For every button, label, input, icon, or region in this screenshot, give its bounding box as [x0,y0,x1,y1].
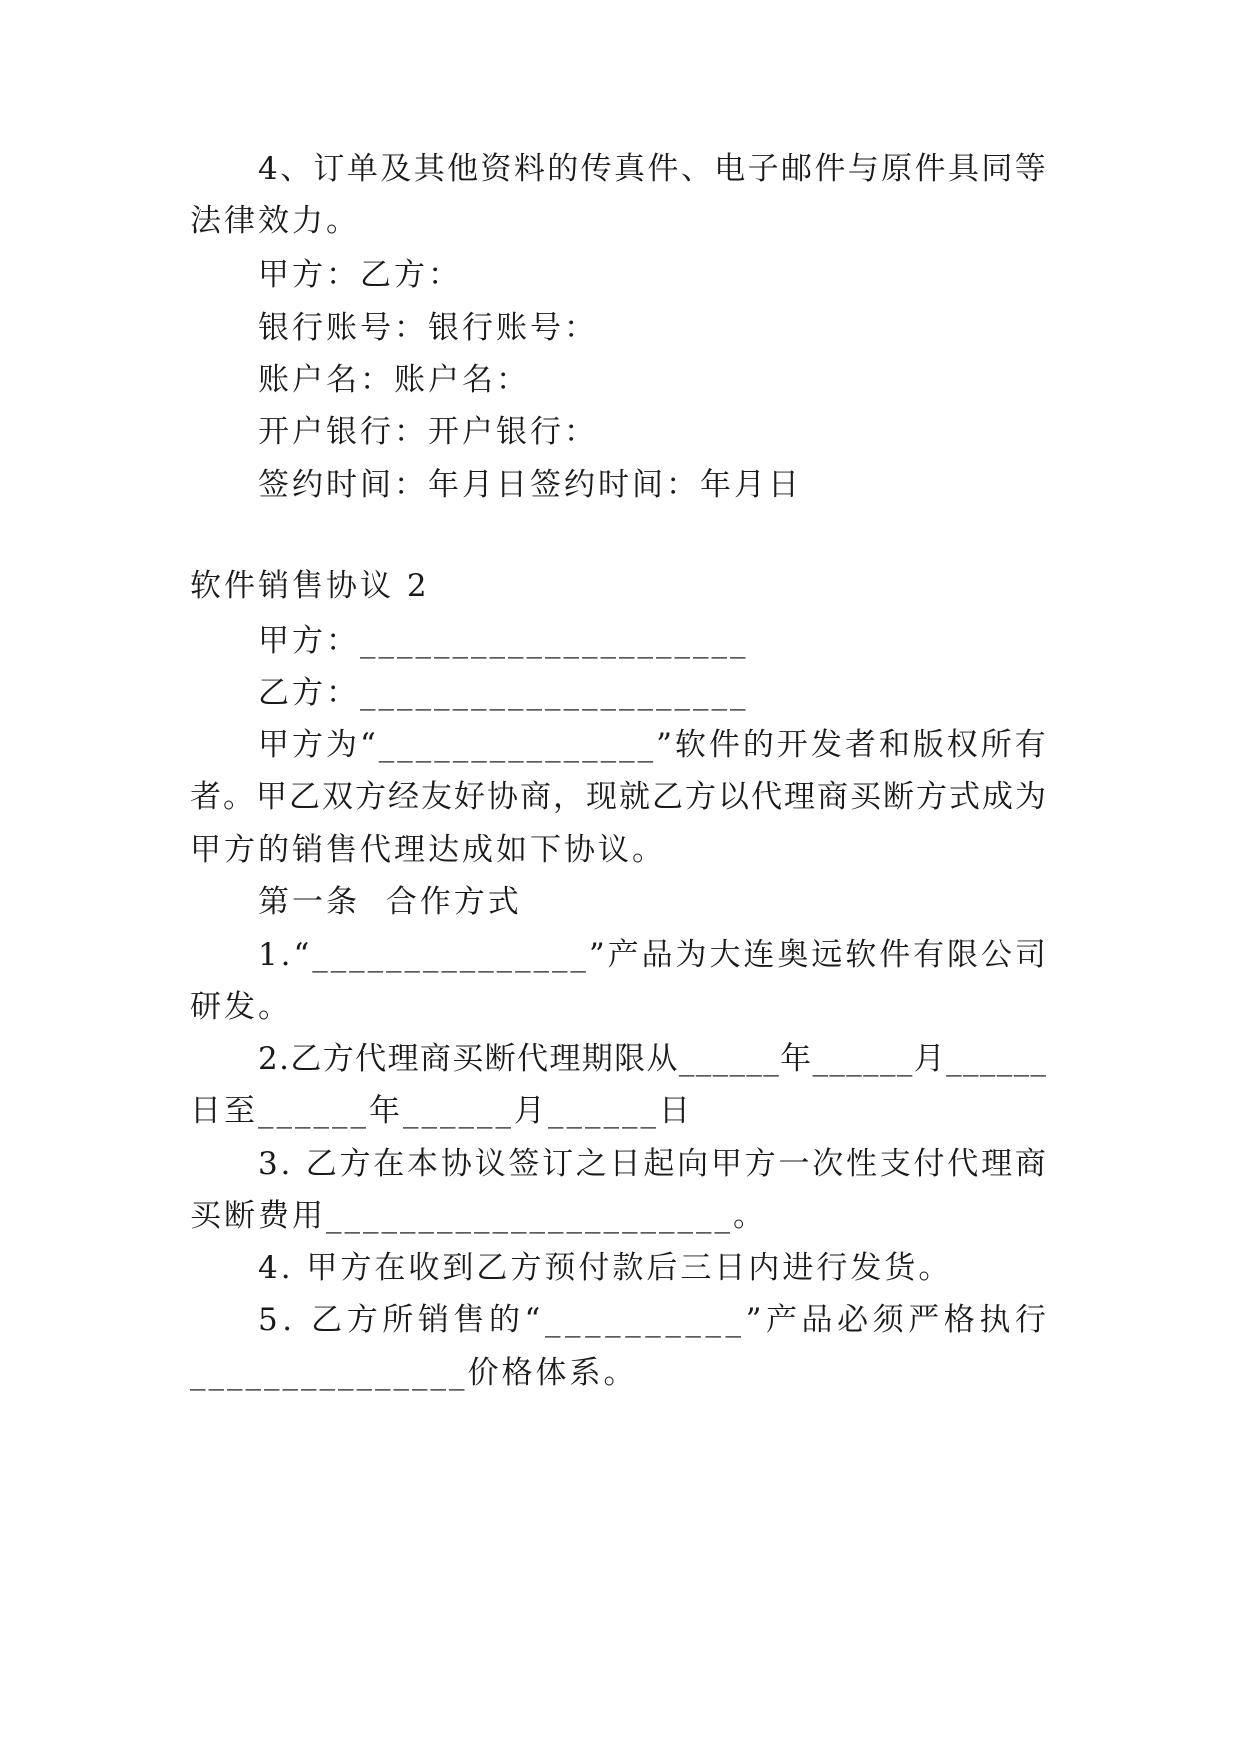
paragraph-line: 4. 甲方在收到乙方预付款后三日内进行发货。 [258,1250,953,1286]
signature-bank-account-line: 银行账号：银行账号： [258,310,598,346]
paragraph-line: 2 . 乙 方 代 理 商 买 断 代 理 期 限 从 _ _ _ _ _ _ 年 _ _ _ _ _ _ 月 _ _ _ _ _ _ [258,1041,1046,1077]
paragraph-line: 甲方的销售代理达成如下协议。 [190,832,666,868]
section-title: 软件销售协议 2 [190,568,430,604]
paragraph-line: 日至______年______月______日 [190,1093,693,1129]
paragraph-line: 5 . 乙 方 所 销 售 的 “ _ _ _ _ _ _ _ _ _ _ ” 产 品 必 须 严 格 执 行 [258,1302,1046,1338]
paragraph-line: 法律效力。 [190,203,360,239]
signature-date-line: 签约时间：年月日签约时间：年月日 [258,467,802,503]
paragraph-line: 3 . 乙 方 在 本 协 议 签 订 之 日 起 向 甲 方 一 次 性 支 付 代 理 商 [258,1146,1046,1182]
party-b-line: 乙方：_____________________ [258,675,749,711]
signature-party-line: 甲方：乙方： [258,257,462,293]
party-a-line: 甲方：_____________________ [258,623,749,659]
paragraph-line: 研发。 [190,989,292,1025]
signature-account-name-line: 账户名：账户名： [258,362,530,398]
paragraph-line: 1 . “ _ _ _ _ _ _ _ _ _ _ _ _ _ _ _ ” 产 品 为 大 连 奥 远 软 件 有 限 公 司 [258,937,1046,973]
paragraph-line: 买断费用______________________。 [190,1198,767,1234]
article-heading: 第一条 合作方式 [258,884,522,920]
signature-bank-line: 开户银行：开户银行： [258,414,598,450]
paragraph-line: 者 。 甲 乙 双 方 经 友 好 协 商 ， 现 就 乙 方 以 代 理 商 买 断 方 式 成 为 [190,779,1046,815]
paragraph-line: _______________价格体系。 [190,1355,638,1391]
paragraph-line: 4 、 订 单 及 其 他 资 料 的 传 真 件 、 电 子 邮 件 与 原 件 具 同 等 [258,151,1046,187]
paragraph-line: 甲 方 为 “ _ _ _ _ _ _ _ _ _ _ _ _ _ _ _ ” 软 件 的 开 发 者 和 版 权 所 有 [258,727,1046,763]
